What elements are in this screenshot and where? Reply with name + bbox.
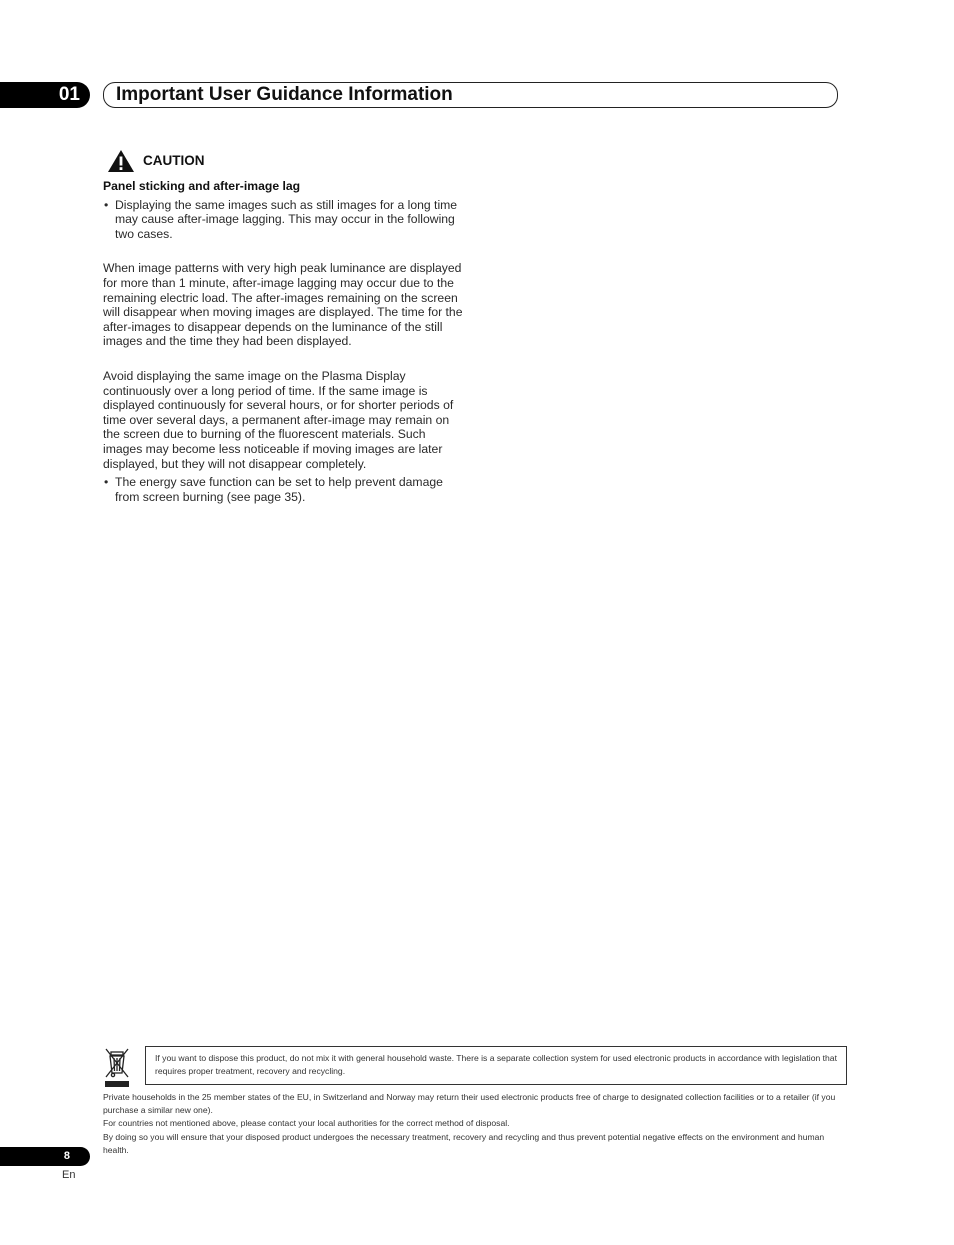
chapter-tab — [0, 82, 90, 108]
disposal-note: By doing so you will ensure that your disposed product undergoes the necessary treatment, recovery and recycling and thus prevent potential negative effects on the environment and human health. — [103, 1131, 825, 1155]
disposal-notice-text: If you want to dispose this product, do not mix it with general household waste. There is a separate collection system for used electronic products in accordance with legislation that requires proper treatment, recovery and recycling. — [155, 1053, 837, 1076]
caution-section — [103, 148, 463, 504]
disposal-notes — [103, 1091, 843, 1157]
section-subheading: Panel sticking and after-image lag — [103, 179, 301, 193]
title-bar — [103, 82, 838, 108]
disposal-note: Private households in the 25 member states of the EU, in Switzerland and Norway may return their used electronic products free of charge to designated collection facilities or to a retailer (if you purchase a similar new one). — [103, 1092, 836, 1116]
disposal-note: For countries not mentioned above, please contact your local authorities for the correct method of disposal. — [103, 1118, 510, 1129]
bullet-item: • The energy save function can be set to help prevent damage from screen burning (see page 35). — [103, 475, 463, 504]
page-title: Important User Guidance Information — [116, 84, 453, 105]
crossed-out-wheelie-bin-icon — [103, 1046, 131, 1088]
body-paragraph: When image patterns with very high peak luminance are displayed for more than 1 minute, after-image lagging may occur due to the remaining electric load. The after-images remaining on the screen will disappear when moving images are displayed. The time for the after-images to disappear depends on the luminance of the still images and the time they had been displayed. — [103, 261, 463, 349]
chapter-number: 01 — [58, 84, 80, 105]
page-number-tab — [0, 1147, 90, 1166]
language-label: En — [62, 1169, 76, 1181]
warning-triangle-icon — [107, 149, 135, 173]
page-number: 8 — [63, 1150, 70, 1162]
disposal-notice-box — [145, 1046, 847, 1085]
body-paragraph: Avoid displaying the same image on the Plasma Display continuously over a long period of time. If the same image is displayed continuously for several hours, or for shorter periods of time over several days, a permanent after-image may remain on the screen due to burning of the fluorescent materials. Such images may become less noticeable if moving images are later displayed, but they will not disappear completely. — [103, 368, 454, 471]
caution-label: CAUTION — [143, 152, 205, 168]
bullet-item: • Displaying the same images such as still images for a long time may cause after-image lagging. This may occur in the following two cases. — [103, 198, 463, 242]
caution-heading — [103, 148, 463, 174]
